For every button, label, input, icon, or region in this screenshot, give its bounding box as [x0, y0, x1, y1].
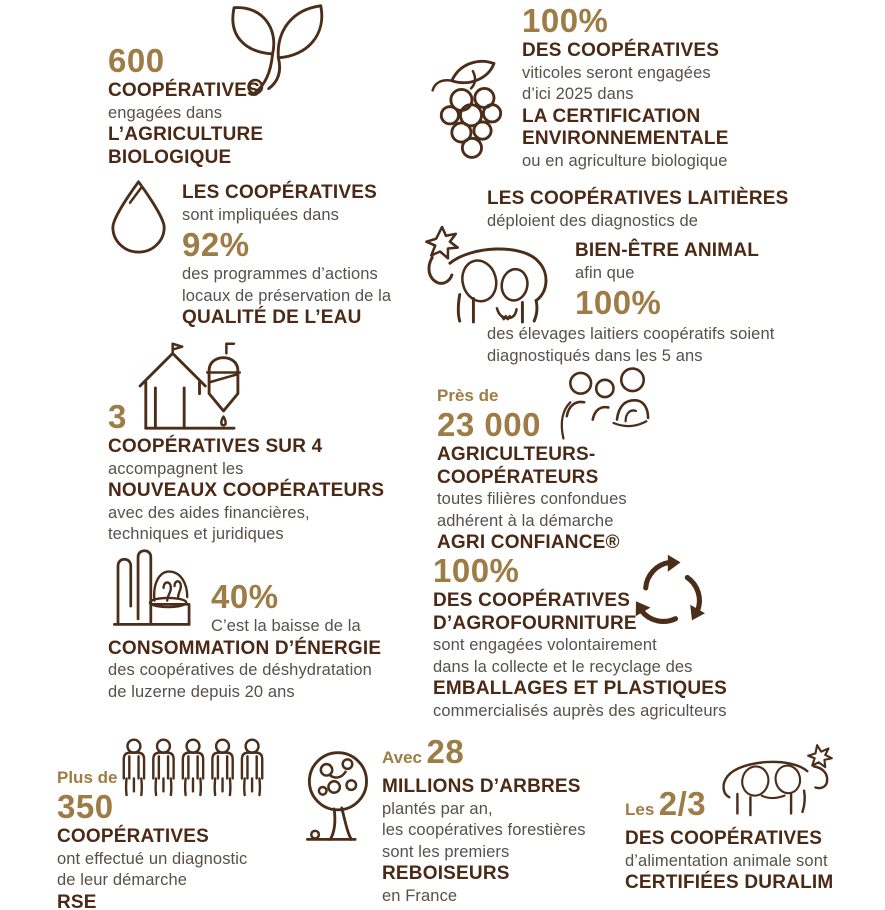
stat-qualifier: Avec [382, 748, 423, 767]
stat-heading: NOUVEAUX COOPÉRATEURS [108, 480, 385, 501]
stat-heading: LES COOPÉRATIVES LAITIÈRES [487, 188, 789, 209]
stat-value: 3 [108, 398, 127, 435]
stat-text: sont les premiers [382, 842, 510, 861]
grapes-icon [423, 52, 518, 167]
stat-text: engagées dans [108, 103, 223, 122]
stat-text: avec des aides financières, [108, 503, 310, 522]
stat-block-laitieres [420, 188, 820, 367]
stat-text: d’alimentation animale sont [625, 851, 828, 870]
stat-heading: QUALITÉ DE L’EAU [182, 307, 362, 328]
stat-heading: DES COOPÉRATIVES [522, 40, 720, 61]
stat-block-duralim [625, 735, 875, 895]
stat-text: afin que [575, 263, 635, 282]
stat-heading: DES COOPÉRATIVES [625, 828, 823, 849]
stat-qualifier: Près de [437, 386, 499, 405]
stat-block-emballages [433, 552, 763, 722]
stat-block-agri-confiance [437, 360, 757, 555]
stat-block-energie [108, 540, 438, 703]
stat-text: viticoles seront engagées [522, 63, 711, 82]
stat-block-viticoles [423, 2, 753, 172]
barn-silo-icon [132, 338, 244, 432]
stat-block-eau [103, 176, 423, 330]
stat-text: déploient des diagnostics de [487, 211, 699, 230]
stat-text: de leur démarche [57, 871, 188, 889]
stat-value-line [382, 735, 602, 776]
stat-value: 23 000 [437, 406, 541, 443]
stat-text: C’est la baisse de la [211, 617, 361, 635]
stat-text: diagnostiqués dans les 5 ans [487, 346, 703, 365]
stat-heading: COOPÉRATEURS [437, 466, 599, 488]
stat-block-bio [108, 0, 408, 169]
stat-value: 100% [575, 284, 662, 321]
stat-text: adhérent à la démarche [437, 511, 614, 530]
stat-text: ou en agriculture biologique [522, 151, 728, 170]
stat-block-rse [57, 736, 317, 910]
stat-text: sont engagées volontairement [433, 636, 657, 654]
stat-heading: COOPÉRATIVES [57, 826, 209, 847]
stat-heading: COOPÉRATIVES SUR 4 [108, 436, 323, 457]
stat-value: 40% [211, 578, 279, 615]
stat-text: accompagnent les [108, 459, 244, 478]
stat-heading: D’AGROFOURNITURE [433, 612, 637, 634]
stat-text: locaux de préservation de la [182, 286, 392, 305]
stat-heading: RSE [57, 891, 97, 910]
stat-value: 100% [522, 2, 609, 39]
stat-text: commercialisés auprès des agriculteurs [433, 701, 727, 720]
leaves-icon [211, 0, 339, 106]
stat-heading: LES COOPÉRATIVES [182, 182, 377, 203]
stat-text: sont impliquées dans [182, 205, 340, 224]
stat-text: ont effectué un diagnostic [57, 849, 248, 868]
stat-text: toutes filières confondues [437, 490, 627, 508]
stat-value: 28 [426, 733, 465, 770]
stat-heading: EMBALLAGES ET PLASTIQUES [433, 678, 728, 699]
stat-text: des programmes d’actions [182, 265, 378, 283]
stat-heading: AGRICULTEURS- [437, 444, 596, 465]
stat-value: 600 [108, 42, 165, 79]
stat-text: de luzerne depuis 20 ans [108, 682, 295, 701]
recycling-icon [627, 552, 712, 634]
stat-value: 350 [57, 788, 114, 825]
stat-heading: CONSOMMATION D’ÉNERGIE [108, 637, 382, 659]
stat-heading: AGRI CONFIANCE® [437, 532, 620, 553]
stat-heading: DES COOPÉRATIVES [433, 590, 631, 611]
water-drop-icon [103, 178, 175, 254]
stat-value: 92% [182, 226, 250, 263]
stat-text: des coopératives de déshydratation [108, 661, 372, 679]
cow-right-icon [713, 741, 835, 821]
stat-text: plantés par an, [382, 799, 493, 818]
stat-text: en France [382, 886, 458, 905]
stat-text: les coopératives forestières [382, 821, 586, 839]
cow-icon [420, 226, 568, 324]
stat-block-reboiseurs [302, 733, 602, 907]
stat-heading: BIEN-ÊTRE ANIMAL [575, 240, 760, 261]
stat-block-nouveaux-cooperateurs [108, 338, 428, 546]
stat-heading: L’AGRICULTURE [108, 124, 264, 145]
stat-heading: MILLIONS D’ARBRES [382, 776, 581, 797]
stat-value: 2/3 [658, 785, 707, 822]
factory-icon [108, 546, 200, 628]
stat-text: d’ici 2025 dans [522, 85, 634, 103]
stat-heading: BIOLOGIQUE [108, 146, 232, 168]
stat-text: dans la collecte et le recyclage des [433, 657, 693, 676]
stat-heading: LA CERTIFICATION [522, 105, 701, 127]
stat-qualifier: Les [625, 800, 655, 819]
stat-heading: COOPÉRATIVES [108, 80, 260, 101]
stat-value: 100% [433, 552, 520, 589]
stat-heading: ENVIRONNEMENTALE [522, 128, 729, 149]
stat-text: techniques et juridiques [108, 525, 284, 543]
stat-heading: CERTIFIÉES DURALIM [625, 872, 834, 893]
stat-heading: REBOISEURS [382, 863, 510, 884]
stat-text: des élevages laitiers coopératifs soient [487, 325, 775, 343]
people-row-icon [119, 736, 267, 808]
tree-icon [302, 747, 372, 847]
people-group-icon [543, 366, 665, 442]
stat-qualifier: Plus de [57, 768, 118, 787]
